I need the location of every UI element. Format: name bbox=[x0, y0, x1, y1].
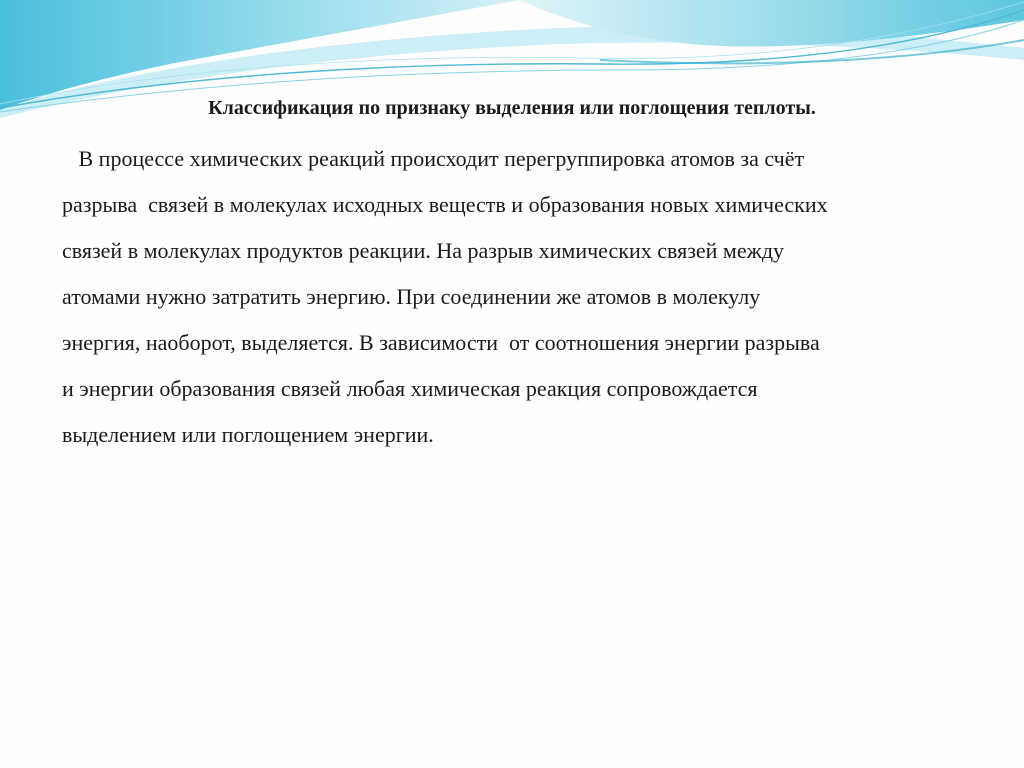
slide-body-text: В процессе химических реакций происходит перегруппировка атомов за счёт разрыва связей в молекулах исходных веществ и образования новых химических связей в молекулах продуктов реакции. На разрыв химических связей между атомами нужно затратить энергию. При соединении же атомов в молекулу энергия, наоборот, выделяется. В зависимости от соотношения энергии разрыва и энергии образования связей любая химическая реакция сопровождается выделением или поглощением энергии. bbox=[62, 146, 828, 447]
slide-title: Классификация по признаку выделения или поглощения теплоты. bbox=[208, 97, 816, 119]
